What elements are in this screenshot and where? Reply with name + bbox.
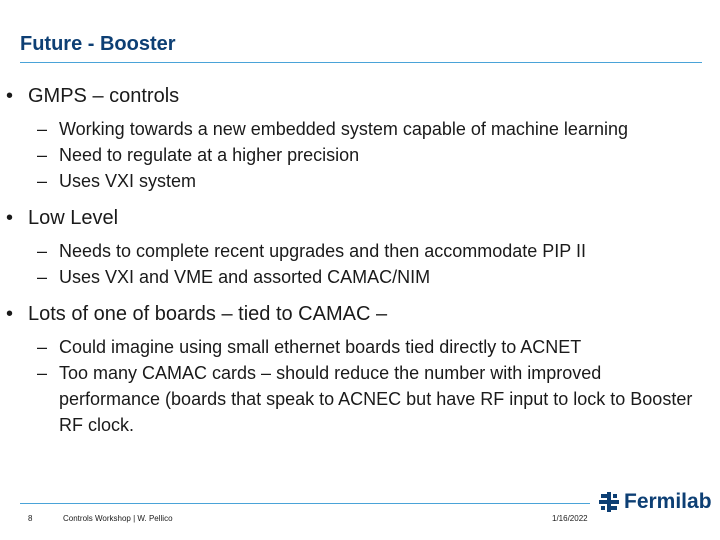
slide-content [0, 82, 710, 438]
footer-text: Controls Workshop | W. Pellico [63, 514, 173, 523]
page-number: 8 [28, 514, 33, 523]
footer-divider [20, 503, 590, 504]
slide-title: Future - Booster [20, 33, 176, 55]
sub-bullet-item: – Working towards a new embedded system capable of machine learning [37, 119, 628, 139]
logo-text: Fermilab [624, 490, 712, 513]
title-divider [20, 62, 702, 63]
fermilab-logo-icon [598, 491, 620, 513]
bullet-item: • Lots of one of boards – tied to CAMAC – [6, 303, 388, 325]
sub-bullet-item: – Uses VXI system [37, 171, 197, 191]
footer-date: 1/16/2022 [552, 514, 588, 523]
sub-bullet-item: – Need to regulate at a higher precision [37, 145, 360, 165]
bullet-item: • GMPS – controls [6, 85, 180, 107]
sub-bullet-item: – Too many CAMAC cards – should reduce the number with improved performance (boards that speak to ACNEC but have RF input to lock to Booster RF clock. [37, 363, 693, 435]
sub-bullet-item: – Needs to complete recent upgrades and then accommodate PIP II [37, 241, 586, 261]
fermilab-logo [598, 490, 712, 514]
sub-bullet-item: – Could imagine using small ethernet boards tied directly to ACNET [37, 337, 582, 357]
sub-bullet-item: – Uses VXI and VME and assorted CAMAC/NIM [37, 267, 431, 287]
bullet-item: • Low Level [6, 207, 119, 229]
